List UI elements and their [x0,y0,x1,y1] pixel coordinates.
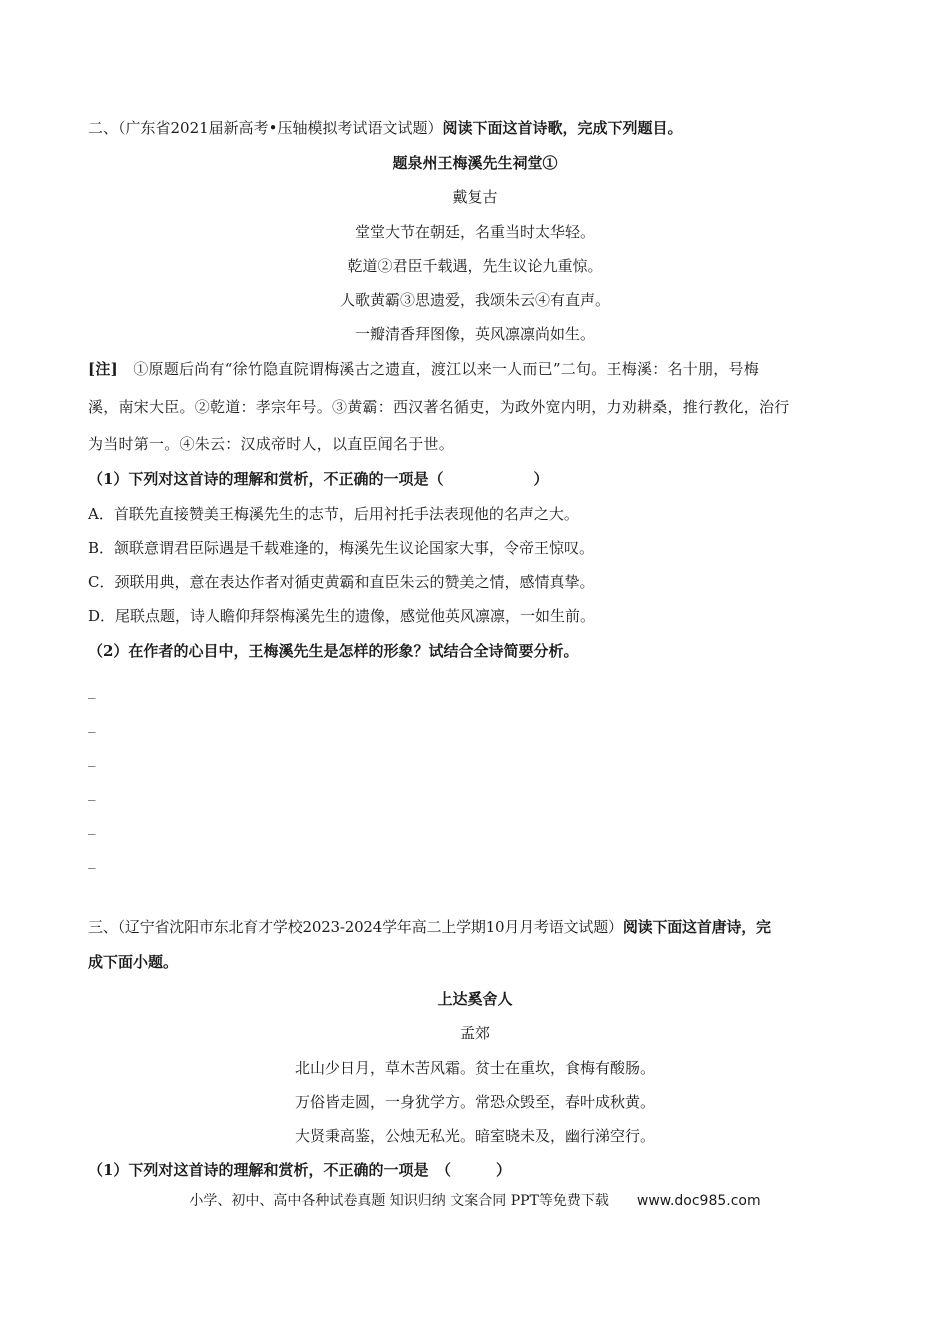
q3-question-1: （1）下列对这首诗的理解和赏析，不正确的一项是 （ ） [88,1161,511,1179]
q3-poem-line: 北山少日月，草木苦风霜。贫士在重坎，食梅有酸肠。 [294,1059,655,1077]
q2-note-line-2: 溪，南宋大臣。②乾道：孝宗年号。③黄霸：西汉著名循吏，为政外宽内明，力劝耕桑，推行教化，治行 [88,398,790,416]
answer-blank-line: _ [88,851,96,869]
q2-option-a: A．首联先直接赞美王梅溪先生的志节，后用衬托手法表现他的名声之大。 [88,505,579,523]
q2-option-b: B．颔联意谓君臣际遇是千载难逢的，梅溪先生议论国家大事，令帝王惊叹。 [88,539,595,557]
q2-option-d: D．尾联点题，诗人瞻仰拜祭梅溪先生的遗像，感觉他英风凛凛，一如生前。 [88,607,596,625]
q2-note-line-1: [注] ①原题后尚有“徐竹隐直院谓梅溪古之遗直，渡江以来一人而已”二句。王梅溪：名十朋，号梅 [88,360,760,378]
q3-heading-line-2: 成下面小题。 [88,953,179,971]
q3-heading-line-1 [88,917,771,937]
footer-url: www.doc985.com [636,1193,761,1209]
q3-heading-instruction: 阅读下面这首唐诗，完 [622,918,771,936]
answer-blank-line: _ [88,817,96,835]
q2-option-c: C．颈联用典，意在表达作者对循吏黄霸和直臣朱云的赞美之情，感情真挚。 [88,573,595,591]
q2-poem-line: 一瓣清香拜图像，英风凛凛尚如生。 [354,325,595,343]
q2-heading-instruction: 阅读下面这首诗歌，完成下列题目。 [442,119,683,137]
q3-poem-line: 万俗皆走圆，一身犹学方。常恐众毁至，春叶成秋黄。 [294,1093,655,1111]
q3-poem-line: 大贤秉高鉴，公烛无私光。暗室晓未及，幽行涕空行。 [294,1127,655,1145]
q3-poem-title: 上达奚舍人 [437,990,513,1008]
answer-blank-line: _ [88,783,96,801]
q2-poem-line: 乾道②君臣千载遇，先生议论九重惊。 [347,257,603,275]
q2-question-2: （2）在作者的心目中，王梅溪先生是怎样的形象？试结合全诗简要分析。 [88,642,579,660]
q3-poem-author: 孟郊 [459,1024,490,1042]
footer-text: 小学、初中、高中各种试卷真题 知识归纳 文案合同 PPT等免费下载 [189,1193,609,1209]
q2-poem-title: 题泉州王梅溪先生祠堂① [392,154,558,172]
q2-question-1: （1）下列对这首诗的理解和赏析，不正确的一项是（ ） [88,470,549,488]
answer-blank-line: _ [88,681,96,699]
q2-poem-author: 戴复古 [452,188,498,206]
q3-heading-source: 三、（辽宁省沈阳市东北育才学校2023-2024学年高二上学期10月月考语文试题） [88,918,623,936]
q2-poem-line: 人歌黄霸③思遗爱，我颂朱云④有直声。 [339,291,610,309]
q2-poem-line: 堂堂大节在朝廷，名重当时太华轻。 [354,223,595,241]
answer-blank-line: _ [88,715,96,733]
q2-heading [88,118,683,138]
q2-note-line-3: 为当时第一。④朱云：汉成帝时人，以直臣闻名于世。 [88,435,455,453]
note-label: [注] [88,360,118,378]
q2-heading-source: 二、（广东省2021届新高考•压轴模拟考试语文试题） [88,119,443,137]
answer-blank-line: _ [88,749,96,767]
page-footer [0,1191,950,1211]
